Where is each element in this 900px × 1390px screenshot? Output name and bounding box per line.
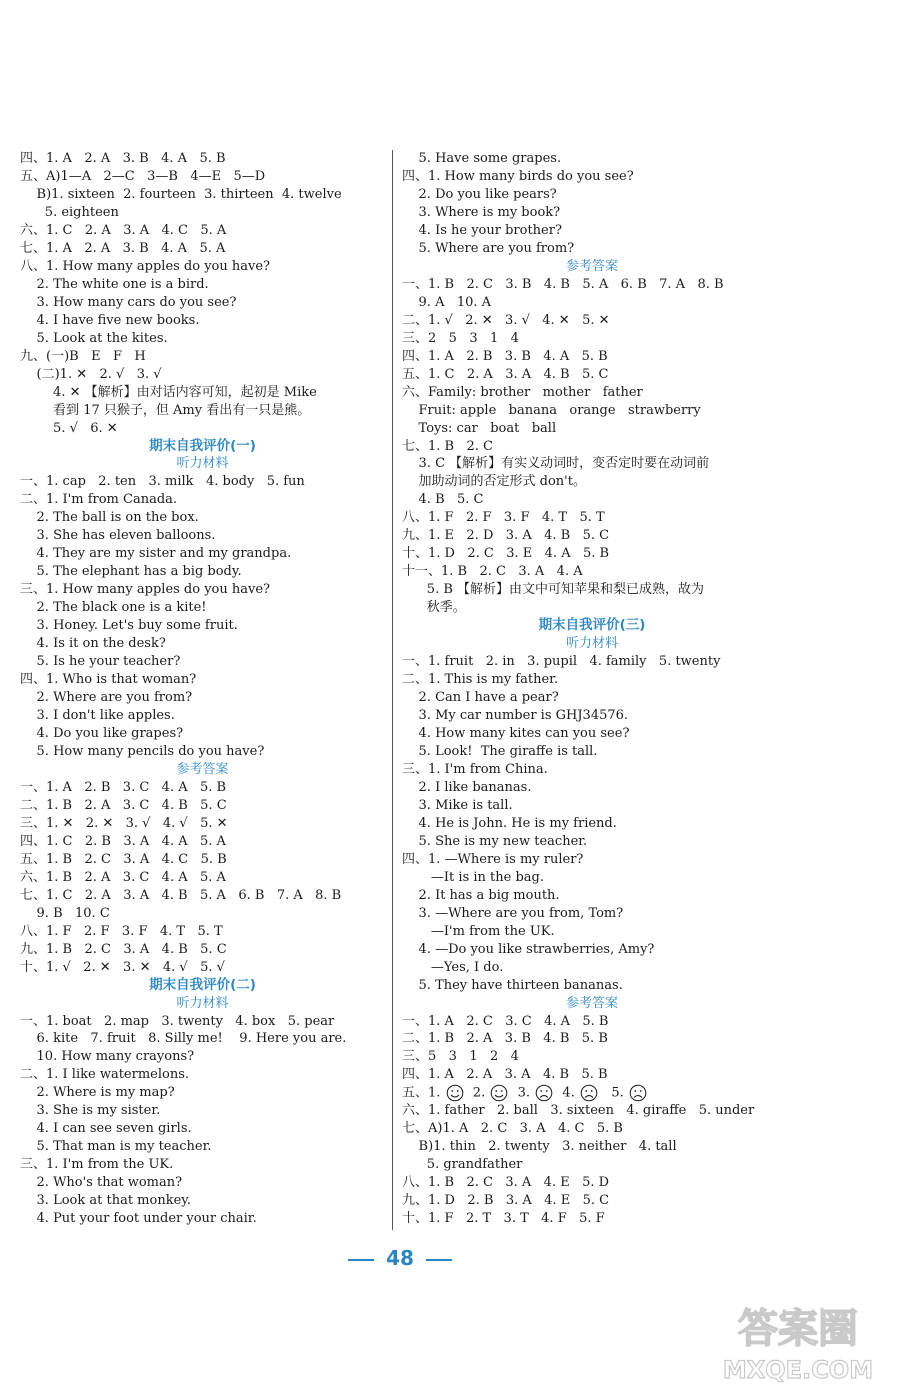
left-answer-line: 2. Who's that woman? [20,1175,183,1191]
right-answer-line: 4. Is he your brother? [402,222,562,238]
right-answer-line: 3. My car number is GHJ34576. [402,708,629,724]
page-number [0,1246,800,1270]
left-answer-line: 5. √ 6. ✕ [20,420,118,436]
right-answer-line: 秋季。 [402,600,466,616]
right-subsection-title: 参考答案 [565,995,618,1011]
left-answer-line: 三、1. ✕ 2. ✕ 3. √ 4. √ 5. ✕ [20,815,228,831]
left-answer-line: B)1. sixteen 2. fourteen 3. thirteen 4. twelve [20,186,342,202]
left-answer-line: 二、1. I'm from Canada. [20,492,178,508]
left-answer-line: 2. Where is my map? [20,1085,175,1101]
left-answer-line: 3. I don't like apples. [20,708,175,724]
right-answer-line: 3. Where is my book? [402,204,561,220]
left-answer-line: 5. Is he your teacher? [20,654,181,670]
sad-face-icon [579,1086,599,1101]
right-face-answer-line: 五、1. 2. 3. 4. 5. [402,1084,782,1102]
left-answer-line: 3. How many cars do you see? [20,294,237,310]
left-answer-line: 六、1. C 2. A 3. A 4. C 5. A [20,222,227,238]
left-answer-line: 五、A)1—A 2—C 3—B 4—E 5—D [20,168,266,184]
left-answer-line: 三、1. How many apples do you have? [20,582,271,598]
left-answer-line: 五、1. B 2. C 3. A 4. C 5. B [20,851,227,867]
right-answer-line: 十、1. D 2. C 3. E 4. A 5. B [402,546,610,562]
left-answer-line: 5. How many pencils do you have? [20,743,265,759]
right-answer-line: Toys: car boat ball [402,420,557,436]
left-subsection-title: 听力材料 [176,456,229,472]
left-answer-line: (二)1. ✕ 2. √ 3. √ [20,366,162,382]
left-subsection-title: 参考答案 [176,761,229,777]
column-divider [392,150,393,1230]
page-number-dash-right [426,1259,452,1261]
left-answer-line: 2. The white one is a bird. [20,276,209,292]
page-number-dash-left [348,1259,374,1261]
left-answer-line: 3. Honey. Let's buy some fruit. [20,618,238,634]
right-answer-line: Fruit: apple banana orange strawberry [402,402,701,418]
left-answer-line: 4. I have five new books. [20,312,200,328]
left-answer-line: 3. Look at that monkey. [20,1193,192,1209]
left-answer-line: 三、1. I'm from the UK. [20,1157,174,1173]
right-answer-line: 四、1. A 2. B 3. B 4. A 5. B [402,348,608,364]
left-answer-line: 四、1. A 2. A 3. B 4. A 5. B [20,151,226,166]
left-answer-line: 5. Look at the kites. [20,330,168,346]
left-answer-line: 3. She has eleven balloons. [20,528,216,544]
right-answer-line: 3. —Where are you from, Tom? [402,905,624,921]
left-answer-line: 看到 17 只猴子，但 Amy 看出有一只是熊。 [20,402,311,418]
right-answer-line: 二、1. √ 2. ✕ 3. √ 4. ✕ 5. ✕ [402,312,610,328]
left-answer-line: 4. I can see seven girls. [20,1121,192,1137]
left-answer-line: 2. The black one is a kite! [20,600,207,616]
right-answer-line: 三、5 3 1 2 4 [402,1049,519,1065]
right-answer-line: 六、Family: brother mother father [402,384,643,400]
left-answer-line: 4. Do you like grapes? [20,726,184,741]
left-answer-line: 八、1. How many apples do you have? [20,258,271,274]
right-subsection-title: 参考答案 [565,258,618,274]
right-answer-line: 五、1. C 2. A 3. A 4. B 5. C [402,366,609,382]
left-answer-line: 十、1. √ 2. ✕ 3. ✕ 4. √ 5. √ [20,959,225,975]
left-answer-line: 2. Where are you from? [20,690,193,706]
right-answer-line: 5. Look! The giraffe is tall. [402,743,598,759]
left-answer-line: 一、1. boat 2. map 3. twenty 4. box 5. pear [20,1013,335,1029]
right-answer-line: 四、1. A 2. A 3. A 4. B 5. B [402,1067,608,1083]
right-answer-line: —It is in the bag. [402,869,544,885]
sad-face-icon [628,1086,648,1101]
right-answer-line: 八、1. F 2. F 3. F 4. T 5. T [402,510,605,526]
right-answer-line: 二、1. This is my father. [402,672,559,688]
right-answer-line: 5. Have some grapes. [402,151,562,166]
right-section-title: 期末自我评价(三) [538,617,646,634]
left-answer-line: 10. How many crayons? [20,1049,195,1065]
right-answer-line: 5. They have thirteen bananas. [402,977,623,993]
left-answer-line: 5. eighteen [20,204,119,220]
right-answer-line: 2. Do you like pears? [402,186,557,202]
right-answer-line: 六、1. father 2. ball 3. sixteen 4. giraffe 5. under [402,1103,755,1119]
right-answer-line: 二、1. B 2. A 3. B 4. B 5. B [402,1031,608,1047]
right-answer-line: 5. She is my new teacher. [402,833,588,849]
right-answer-line: 十、1. F 2. T 3. T 4. F 5. F [402,1211,605,1227]
left-answer-line: 九、(一)B E F H [20,348,146,364]
happy-face-icon [445,1086,465,1101]
left-answer-line: 5. The elephant has a big body. [20,564,242,580]
left-answer-line: 二、1. I like watermelons. [20,1067,190,1083]
left-answer-line: 5. That man is my teacher. [20,1139,212,1155]
happy-face-icon [489,1086,509,1101]
right-answer-line: 4. He is John. He is my friend. [402,815,617,831]
left-section-title: 期末自我评价(一) [149,437,256,454]
right-answer-line: 一、1. fruit 2. in 3. pupil 4. family 5. twenty [402,654,721,670]
right-answer-line: 4. How many kites can you see? [402,726,630,741]
sad-face-icon [534,1086,554,1101]
right-answer-line: 5. Where are you from? [402,240,575,256]
watermark-line1: 答案圈 [738,1306,858,1352]
right-answer-line: 2. It has a big mouth. [402,887,560,903]
watermark-line2: MXQE.COM [722,1356,874,1384]
left-answer-line: 四、1. Who is that woman? [20,672,197,688]
right-column [402,150,782,1228]
right-answer-line: 4. B 5. C [402,492,484,508]
left-answer-line: 2. The ball is on the box. [20,510,199,526]
right-answer-line: 3. C 【解析】有实义动词时，变否定时要在动词前 [402,456,710,472]
left-answer-line: 一、1. A 2. B 3. C 4. A 5. B [20,779,227,795]
right-answer-line: 一、1. A 2. C 3. C 4. A 5. B [402,1013,609,1029]
right-answer-line: 9. A 10. A [402,294,492,310]
right-answer-line: 加助动词的否定形式 don't。 [402,474,586,490]
left-answer-line: 八、1. F 2. F 3. F 4. T 5. T [20,923,223,939]
right-answer-line: 九、1. E 2. D 3. A 4. B 5. C [402,528,610,544]
right-answer-line: —I'm from the UK. [402,923,555,939]
left-answer-line: 4. They are my sister and my grandpa. [20,546,292,562]
left-answer-line: 9. B 10. C [20,905,110,921]
left-answer-line: 3. She is my sister. [20,1103,161,1119]
left-answer-line: 一、1. cap 2. ten 3. milk 4. body 5. fun [20,474,305,490]
right-answer-line: 四、1. How many birds do you see? [402,168,634,184]
page-number-text: 48 [386,1246,414,1270]
right-answer-line: 十一、1. B 2. C 3. A 4. A [402,564,583,580]
right-answer-line: 5. grandfather [402,1157,523,1173]
right-answer-line: —Yes, I do. [402,959,504,975]
left-answer-line: 六、1. B 2. A 3. C 4. A 5. A [20,869,226,885]
watermark-logo [700,1300,895,1385]
left-answer-line: 四、1. C 2. B 3. A 4. A 5. A [20,833,226,849]
left-section-title: 期末自我评价(二) [149,976,256,993]
right-answer-line: 七、1. B 2. C [402,438,493,454]
right-answer-line: 三、2 5 3 1 4 [402,330,519,346]
right-answer-line: 4. —Do you like strawberries, Amy? [402,941,655,957]
right-answer-line: 九、1. D 2. B 3. A 4. E 5. C [402,1193,610,1209]
left-answer-line: 二、1. B 2. A 3. C 4. B 5. C [20,797,227,813]
right-answer-line: 2. Can I have a pear? [402,690,559,706]
right-answer-line: 3. Mike is tall. [402,797,513,813]
right-answer-line: 5. B 【解析】由文中可知苹果和梨已成熟，故为 [402,582,705,598]
left-answer-line: 九、1. B 2. C 3. A 4. B 5. C [20,941,227,957]
left-answer-line: 4. Is it on the desk? [20,636,166,652]
right-subsection-title: 听力材料 [565,636,618,652]
left-subsection-title: 听力材料 [176,995,229,1011]
right-answer-line: 七、A)1. A 2. C 3. A 4. C 5. B [402,1121,623,1137]
right-answer-line: 三、1. I'm from China. [402,761,548,777]
left-answer-line: 4. ✕ 【解析】由对话内容可知，起初是 Mike [20,384,317,400]
right-answer-line: 八、1. B 2. C 3. A 4. E 5. D [402,1175,610,1191]
right-answer-line: 2. I like bananas. [402,779,532,795]
right-answer-line: 一、1. B 2. C 3. B 4. B 5. A 6. B 7. A 8. B [402,276,724,292]
left-answer-line: 七、1. C 2. A 3. A 4. B 5. A 6. B 7. A 8. B [20,887,342,903]
left-column [20,150,385,1228]
right-answer-line: 四、1. —Where is my ruler? [402,851,584,867]
left-answer-line: 4. Put your foot under your chair. [20,1211,257,1227]
left-answer-line: 七、1. A 2. A 3. B 4. A 5. A [20,240,226,256]
right-answer-line: B)1. thin 2. twenty 3. neither 4. tall [402,1139,677,1155]
left-answer-line: 6. kite 7. fruit 8. Silly me! 9. Here you are. [20,1031,347,1047]
